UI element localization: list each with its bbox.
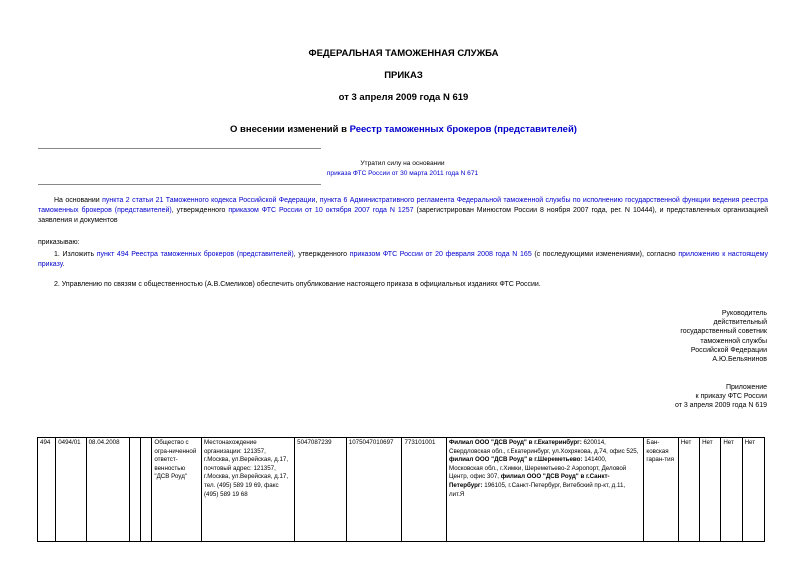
cell-ogrn: 1075047010697 bbox=[346, 438, 402, 542]
branch-2-address: 141400, Московская обл., г.Химки, Шереметьево-2 Аэропорт, Деловой Центр, офис 307, bbox=[448, 456, 627, 481]
appendix-link[interactable]: приложению к настоящему приказу bbox=[38, 251, 768, 268]
cell-guarantee: Бан-ковская гаран-тия bbox=[644, 438, 678, 542]
expired-note-text: Утратил силу на основании bbox=[360, 160, 445, 167]
item1-text-4: . bbox=[62, 261, 65, 268]
cell-flag-3: Нет bbox=[721, 438, 742, 542]
branch-1-address: 620014, Свердловская обл., г.Екатеринбург, ул.Хохрякова, д.74, офис 525, bbox=[448, 439, 639, 455]
preamble-text-1: На основании bbox=[54, 197, 103, 204]
preamble-text-3: , утвержденного bbox=[171, 207, 229, 214]
branch-3-name: филиал ООО "ДСВ Роуд" в г.Санкт-Петербург: bbox=[448, 473, 610, 489]
cell-flag-4: Нет bbox=[742, 438, 764, 542]
registry-table bbox=[37, 437, 765, 542]
cell-kpp: 773101001 bbox=[402, 438, 447, 542]
agency-name: ФЕДЕРАЛЬНАЯ ТАМОЖЕННАЯ СЛУЖБА bbox=[308, 48, 499, 59]
expired-note-link[interactable]: приказа ФТС России от 30 марта 2011 года N 671 bbox=[326, 170, 479, 177]
order-word: приказываю: bbox=[38, 239, 80, 246]
registry-link[interactable]: Реестр таможенных брокеров (представителей) bbox=[349, 124, 577, 135]
cell-organization: Общество с огра-ниченной ответст-венностью "ДСВ Роуд" bbox=[152, 438, 202, 542]
signature-block bbox=[560, 309, 767, 364]
preamble bbox=[38, 196, 768, 226]
appendix-block bbox=[560, 383, 767, 411]
item1-text-2: , утвержденного bbox=[293, 251, 350, 258]
item1-text-1: 1. Изложить bbox=[54, 251, 97, 258]
doc-title bbox=[0, 124, 807, 135]
item-1 bbox=[38, 250, 768, 270]
divider-top bbox=[38, 148, 321, 149]
customs-code-link[interactable]: пункта 2 статьи 21 Таможенного кодекса Российской Федерации bbox=[102, 197, 316, 204]
item-2: 2. Управлению по связям с общественностью (А.В.Смеликов) обеспечить опубликование настоящего приказа в официальных изданиях ФТС России. bbox=[54, 281, 541, 288]
cell-branches bbox=[446, 438, 643, 542]
cell-number: 494 bbox=[38, 438, 56, 542]
signature-name: А.Ю.Бельянинов bbox=[712, 356, 767, 364]
cell-flag-1: Нет bbox=[678, 438, 699, 542]
title-prefix: О внесении изменений в bbox=[230, 124, 350, 135]
cell-empty-1 bbox=[130, 438, 141, 542]
appendix-line-2: к приказу ФТС России bbox=[695, 393, 767, 401]
cell-empty-2 bbox=[141, 438, 152, 542]
order-1257-link[interactable]: приказом ФТС России от 10 октября 2007 года N 1257 bbox=[228, 207, 414, 214]
cell-flag-2: Нет bbox=[700, 438, 721, 542]
order-165-link[interactable]: приказом ФТС России от 20 февраля 2008 года N 165 bbox=[349, 251, 532, 258]
branch-2-name: филиал ООО "ДСВ Роуд" в г.Шереметьево: bbox=[448, 456, 583, 464]
cell-address: Местонахождение организации: 121357, г.Москва, ул.Верейская, д.17, почтовый адрес: 121357, г.Москва, ул.Верейская, д.17, тел. (495) 589 19 69, факс (495) 589 19 68 bbox=[201, 438, 294, 542]
appendix-line-3: от 3 апреля 2009 года N 619 bbox=[674, 402, 767, 410]
doc-type: ПРИКАЗ bbox=[384, 70, 423, 81]
item1-text-3: (с последующими изменениями), согласно bbox=[531, 251, 679, 258]
divider-bottom bbox=[38, 184, 321, 185]
signature-line-4: таможенной службы bbox=[700, 337, 767, 345]
expired-note bbox=[300, 159, 505, 179]
table-row bbox=[38, 438, 765, 542]
signature-line-3: государственный советник bbox=[680, 328, 767, 336]
cell-reg-number: 0494/01 bbox=[56, 438, 86, 542]
admin-regulation-link[interactable]: пункта 6 Административного регламента Федеральной таможенной службы по исполнению государственной функции ведения реестра таможенных брокеров (представителей) bbox=[38, 197, 768, 214]
branch-3-address: 196105, г.Санкт-Петербург, Витебский пр-кт, д.11, лит.Я bbox=[448, 481, 626, 498]
appendix-line-1: Приложение bbox=[725, 384, 767, 391]
branch-1-name: Филиал ООО "ДСВ Роуд" в г.Екатеринбург: bbox=[448, 439, 582, 446]
preamble-text-4: (зарегистрирован Минюстом России 8 ноября 2007 года, рег. N 10444), и представленных организацией заявления и документов bbox=[38, 207, 768, 224]
signature-line-5: Российской Федерации bbox=[690, 346, 767, 354]
point-494-link[interactable]: пункт 494 Реестра таможенных брокеров (представителей) bbox=[96, 251, 294, 258]
cell-date: 08.04.2008 bbox=[86, 438, 130, 542]
signature-line-1: Руководитель bbox=[721, 310, 767, 317]
preamble-text-2: , bbox=[315, 197, 320, 204]
cell-inn: 5047087239 bbox=[295, 438, 347, 542]
doc-date: от 3 апреля 2009 года N 619 bbox=[338, 92, 469, 103]
signature-line-2: действительный bbox=[713, 319, 767, 327]
